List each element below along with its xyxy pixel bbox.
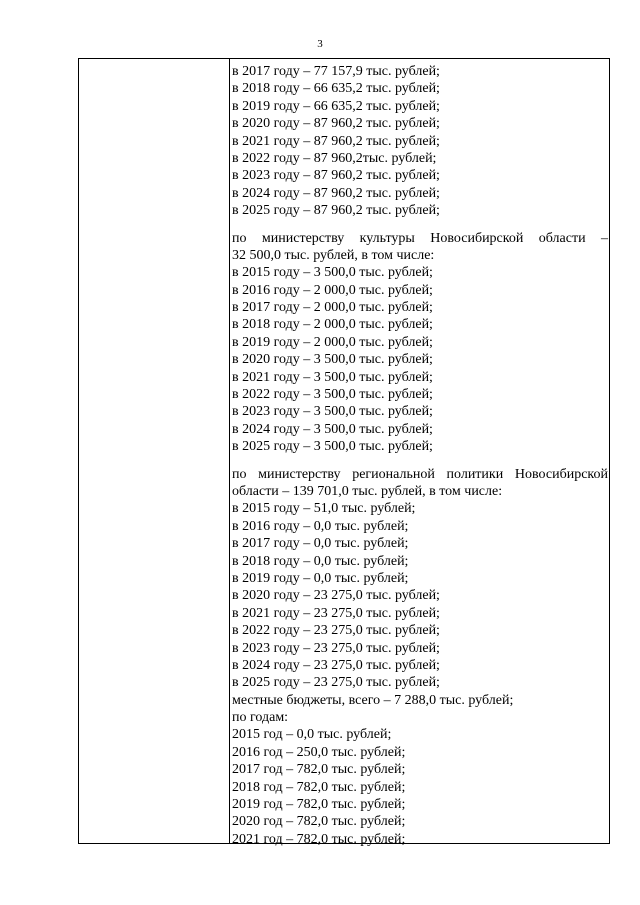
funding-line: в 2017 году – 0,0 тыс. рублей; (232, 536, 409, 552)
funding-line: в 2018 году – 66 635,2 тыс. рублей; (232, 81, 440, 97)
funding-line: в 2021 году – 87 960,2 тыс. рублей; (232, 133, 440, 149)
funding-line: в 2022 году – 23 275,0 тыс. рублей; (232, 623, 440, 639)
table-left-column (79, 59, 230, 843)
funding-line: в 2024 году – 87 960,2 тыс. рублей; (232, 185, 440, 201)
funding-block-regional (232, 466, 608, 692)
funding-block-local (232, 692, 608, 849)
funding-line: в 2018 году – 2 000,0 тыс. рублей; (232, 317, 433, 333)
funding-line: 2015 год – 0,0 тыс. рублей; (232, 727, 392, 743)
funding-line: в 2019 году – 2 000,0 тыс. рублей; (232, 334, 433, 350)
funding-line: в 2023 году – 3 500,0 тыс. рублей; (232, 404, 433, 420)
funding-line: 2020 год – 782,0 тыс. рублей; (232, 814, 406, 830)
funding-line: 2016 год – 250,0 тыс. рублей; (232, 744, 406, 760)
funding-block-main (232, 63, 608, 220)
funding-line: в 2018 году – 0,0 тыс. рублей; (232, 553, 409, 569)
funding-line: в 2025 году – 3 500,0 тыс. рублей; (232, 439, 433, 455)
funding-line: в 2024 году – 23 275,0 тыс. рублей; (232, 657, 440, 673)
funding-line: в 2017 году – 2 000,0 тыс. рублей; (232, 300, 433, 316)
funding-line: в 2019 году – 0,0 тыс. рублей; (232, 570, 409, 586)
funding-line: в 2023 году – 87 960,2 тыс. рублей; (232, 168, 440, 184)
funding-line: в 2024 году – 3 500,0 тыс. рублей; (232, 421, 433, 437)
culture-heading: по министерству культуры Новосибирской области – (232, 230, 608, 246)
funding-line: в 2020 году – 3 500,0 тыс. рублей; (232, 352, 433, 368)
funding-line: в 2015 году – 3 500,0 тыс. рублей; (232, 265, 433, 281)
funding-line: в 2023 году – 23 275,0 тыс. рублей; (232, 640, 440, 656)
page-number: 3 (317, 38, 323, 50)
funding-line: 2018 год – 782,0 тыс. рублей; (232, 779, 406, 795)
funding-line: в 2022 году – 3 500,0 тыс. рублей; (232, 387, 433, 403)
funding-line: 2021 год – 782,0 тыс. рублей; (232, 831, 406, 847)
funding-line: в 2022 году – 87 960,2тыс. рублей; (232, 150, 437, 166)
funding-line: в 2016 году – 2 000,0 тыс. рублей; (232, 282, 433, 298)
funding-line: в 2016 году – 0,0 тыс. рублей; (232, 518, 409, 534)
funding-line: в 2019 году – 66 635,2 тыс. рублей; (232, 98, 440, 114)
culture-heading-total: 32 500,0 тыс. рублей, в том числе: (232, 247, 435, 263)
regional-heading-total: области – 139 701,0 тыс. рублей, в том числе: (232, 483, 503, 499)
funding-line: в 2015 году – 51,0 тыс. рублей; (232, 501, 416, 517)
funding-table (78, 58, 610, 847)
funding-line: в 2021 году – 3 500,0 тыс. рублей; (232, 369, 433, 385)
by-years-label: по годам: (232, 710, 289, 726)
regional-heading: по министерству региональной политики Новосибирской (232, 466, 608, 482)
funding-line: в 2020 году – 87 960,2 тыс. рублей; (232, 116, 440, 132)
funding-line: в 2017 году – 77 157,9 тыс. рублей; (232, 64, 440, 79)
funding-line: в 2025 году – 23 275,0 тыс. рублей; (232, 675, 440, 691)
funding-line: в 2021 году – 23 275,0 тыс. рублей; (232, 605, 440, 621)
funding-line: 2017 год – 782,0 тыс. рублей; (232, 762, 406, 778)
funding-line: в 2020 году – 23 275,0 тыс. рублей; (232, 588, 440, 604)
local-budgets-total: местные бюджеты, всего – 7 288,0 тыс. рублей; (232, 692, 514, 708)
funding-line: в 2025 году – 87 960,2 тыс. рублей; (232, 203, 440, 219)
funding-line: 2019 год – 782,0 тыс. рублей; (232, 797, 406, 813)
table-right-column (232, 63, 608, 848)
funding-block-culture (232, 230, 608, 456)
